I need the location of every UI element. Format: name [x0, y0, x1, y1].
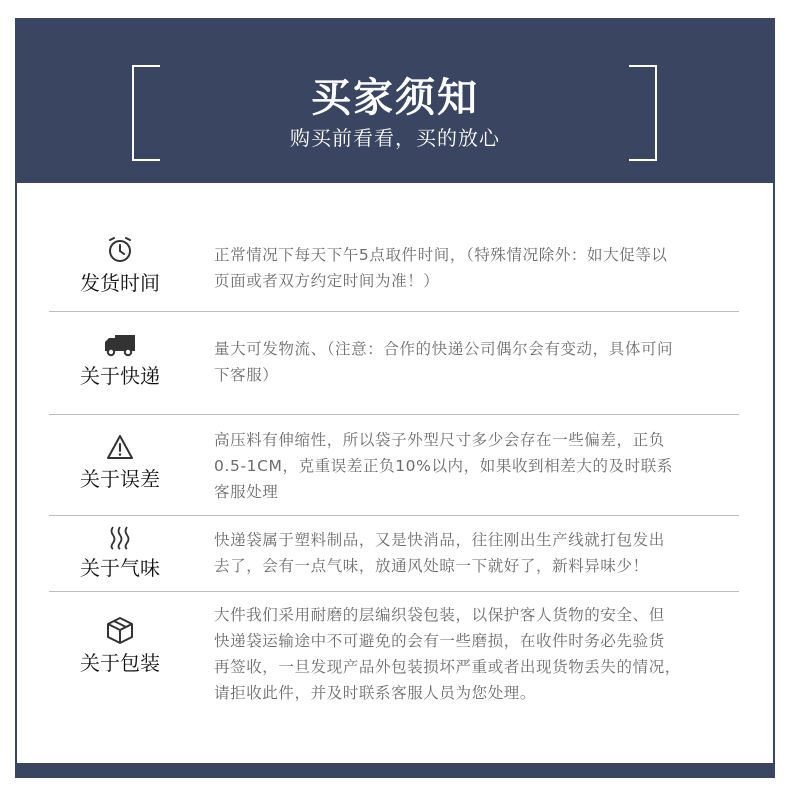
text-line: 量大可发物流、（注意：合作的快递公司偶尔会有变动，具体可问 — [214, 340, 674, 358]
page-title: 买家须知 — [311, 75, 479, 121]
text-line: 0.5-1CM，克重误差正负10%以内，如果收到相差大的及时联系 — [214, 457, 673, 475]
page-subtitle: 购买前看看，买的放心 — [290, 126, 500, 150]
truck-icon — [103, 332, 137, 358]
text-line: 高压料有伸缩性，所以袋子外型尺寸多少会存在一些偏差，正负 — [214, 431, 665, 449]
item-description — [214, 427, 744, 505]
item-label-block — [55, 615, 185, 676]
warning-icon — [105, 433, 135, 461]
list-item — [17, 312, 773, 414]
list-item — [17, 516, 773, 591]
header — [15, 18, 775, 183]
item-title: 关于快递 — [80, 364, 160, 388]
item-title: 关于包装 — [80, 651, 160, 675]
clock-icon — [105, 235, 135, 265]
text-line: 去了，会有一点气味，放通风处晾一下就好了，新料异味少！ — [214, 557, 649, 575]
item-label-block — [55, 235, 185, 296]
item-description — [214, 242, 744, 294]
text-line: 再签收，一旦发现产品外包装损坏严重或者出现货物丢失的情况， — [214, 658, 681, 676]
text-line: 快递袋运输途中不可避免的会有一些磨损，在收件时务必先验货 — [214, 632, 665, 650]
list-item — [17, 183, 773, 311]
text-line: 客服处理 — [214, 483, 279, 501]
item-label-block — [55, 433, 185, 492]
item-title: 关于气味 — [80, 556, 160, 580]
text-line: 下客服） — [214, 366, 279, 384]
item-label-block — [55, 524, 185, 581]
item-label-block — [55, 332, 185, 389]
item-description — [214, 527, 744, 579]
notice-card — [17, 183, 773, 763]
item-title: 关于误差 — [80, 467, 160, 491]
notice-panel — [15, 18, 775, 778]
package-icon — [105, 615, 135, 645]
text-line: 快递袋属于塑料制品，又是快消品，往往刚出生产线就打包发出 — [214, 531, 665, 549]
item-description — [214, 602, 744, 706]
text-line: 请拒收此件，并及时联系客服人员为您处理。 — [214, 684, 537, 702]
list-item — [17, 415, 773, 515]
item-title: 发货时间 — [80, 271, 160, 295]
smell-icon — [107, 524, 133, 550]
item-description — [214, 336, 744, 388]
text-line: 正常情况下每天下午5点取件时间，（特殊情况除外：如大促等以 — [214, 246, 668, 264]
list-item — [17, 592, 773, 742]
text-line: 大件我们采用耐磨的层编织袋包装，以保护客人货物的安全、但 — [214, 606, 665, 624]
text-line: 页面或者双方约定时间为准！） — [214, 272, 440, 290]
